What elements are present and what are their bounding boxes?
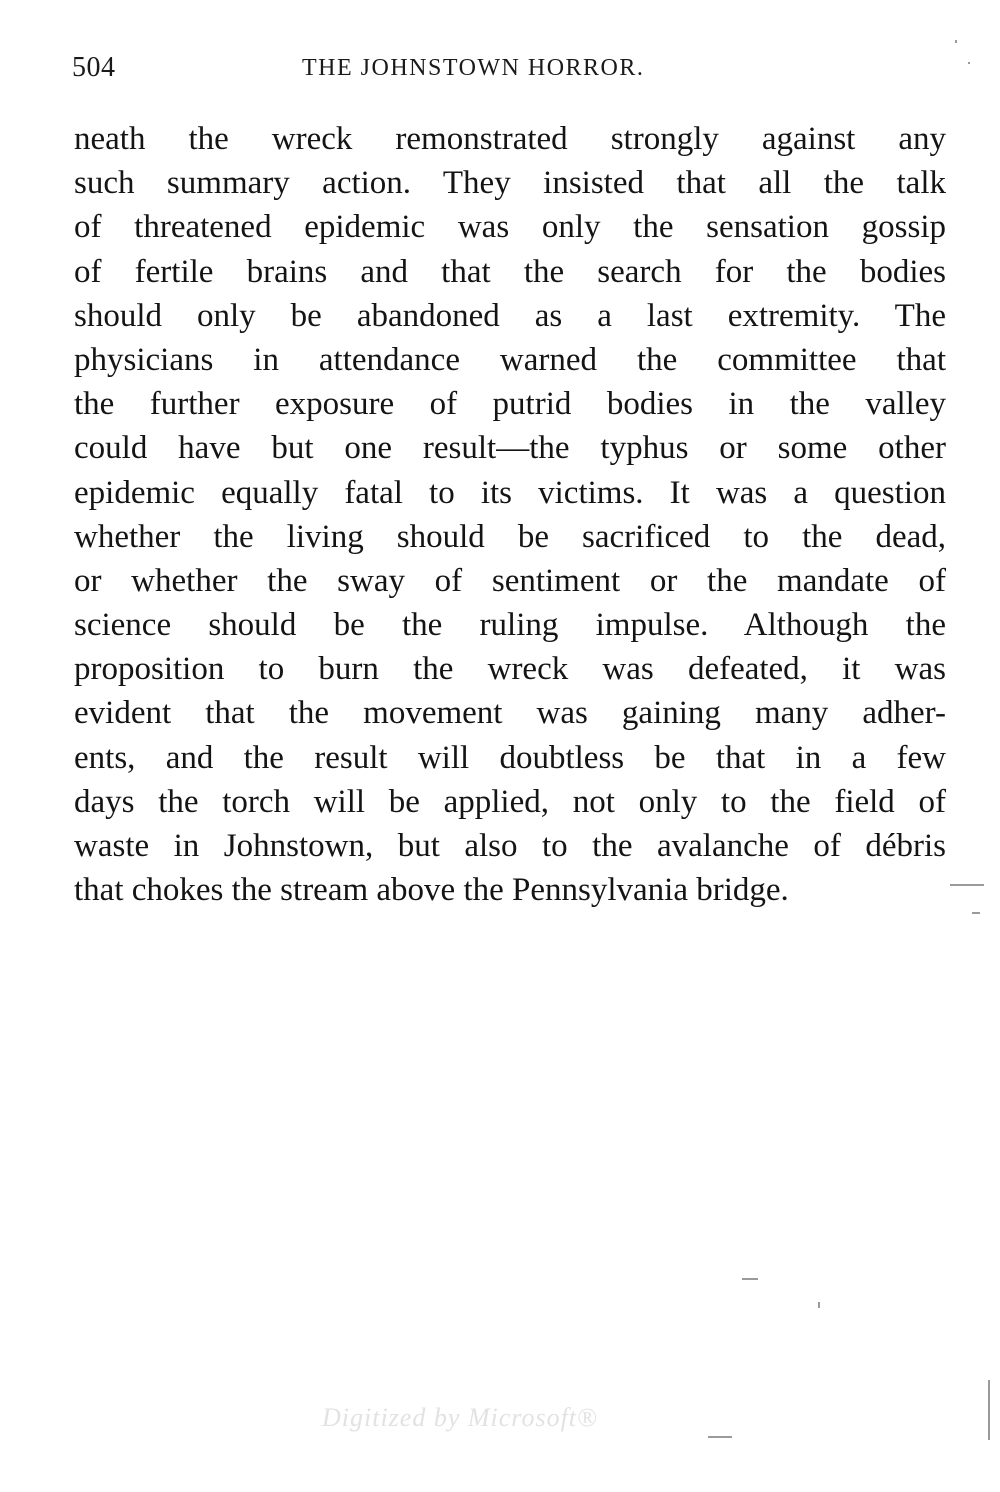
scan-artifact [818,1302,820,1308]
text-line: should only be abandoned as a last extremity. The [74,297,946,334]
scan-artifact [988,1380,990,1440]
body-paragraph [74,117,946,912]
text-line: ents, and the result will doubtless be that in a few [74,739,946,776]
text-line: whether the living should be sacrificed to the dead, [74,518,946,555]
running-title: THE JOHNSTOWN HORROR. [302,55,645,81]
text-line: the further exposure of putrid bodies in the valley [74,386,946,423]
text-line: of fertile brains and that the search for the bodies [74,253,946,290]
text-line: waste in Johnstown, but also to the avalanche of débris [74,828,946,864]
text-line: such summary action. They insisted that all the talk [74,165,946,202]
running-head [72,52,942,88]
text-line-last: that chokes the stream above the Pennsylvania bridge. [74,872,789,909]
scan-artifact [742,1278,758,1280]
page-number: 504 [72,52,116,83]
text-line: of threatened epidemic was only the sensation gossip [74,209,946,246]
text-line: or whether the sway of sentiment or the mandate of [74,562,946,599]
text-line: epidemic equally fatal to its victims. It was a question [74,474,946,511]
text-line: evident that the movement was gaining many adher- [74,695,946,732]
scan-artifact [955,40,957,43]
text-line: science should be the ruling impulse. Although the [74,607,946,644]
scan-artifact [968,62,970,64]
scan-artifact [950,884,984,886]
text-line: days the torch will be applied, not only to the field of [74,783,946,820]
scan-artifact [972,912,980,914]
scan-artifact [708,1436,732,1438]
text-line: physicians in attendance warned the committee that [74,341,946,378]
digitization-watermark: Digitized by Microsoft® [322,1403,598,1432]
text-line: neath the wreck remonstrated strongly against any [74,121,946,157]
text-line: could have but one result—the typhus or some other [74,430,946,467]
text-line: proposition to burn the wreck was defeated, it was [74,651,946,688]
